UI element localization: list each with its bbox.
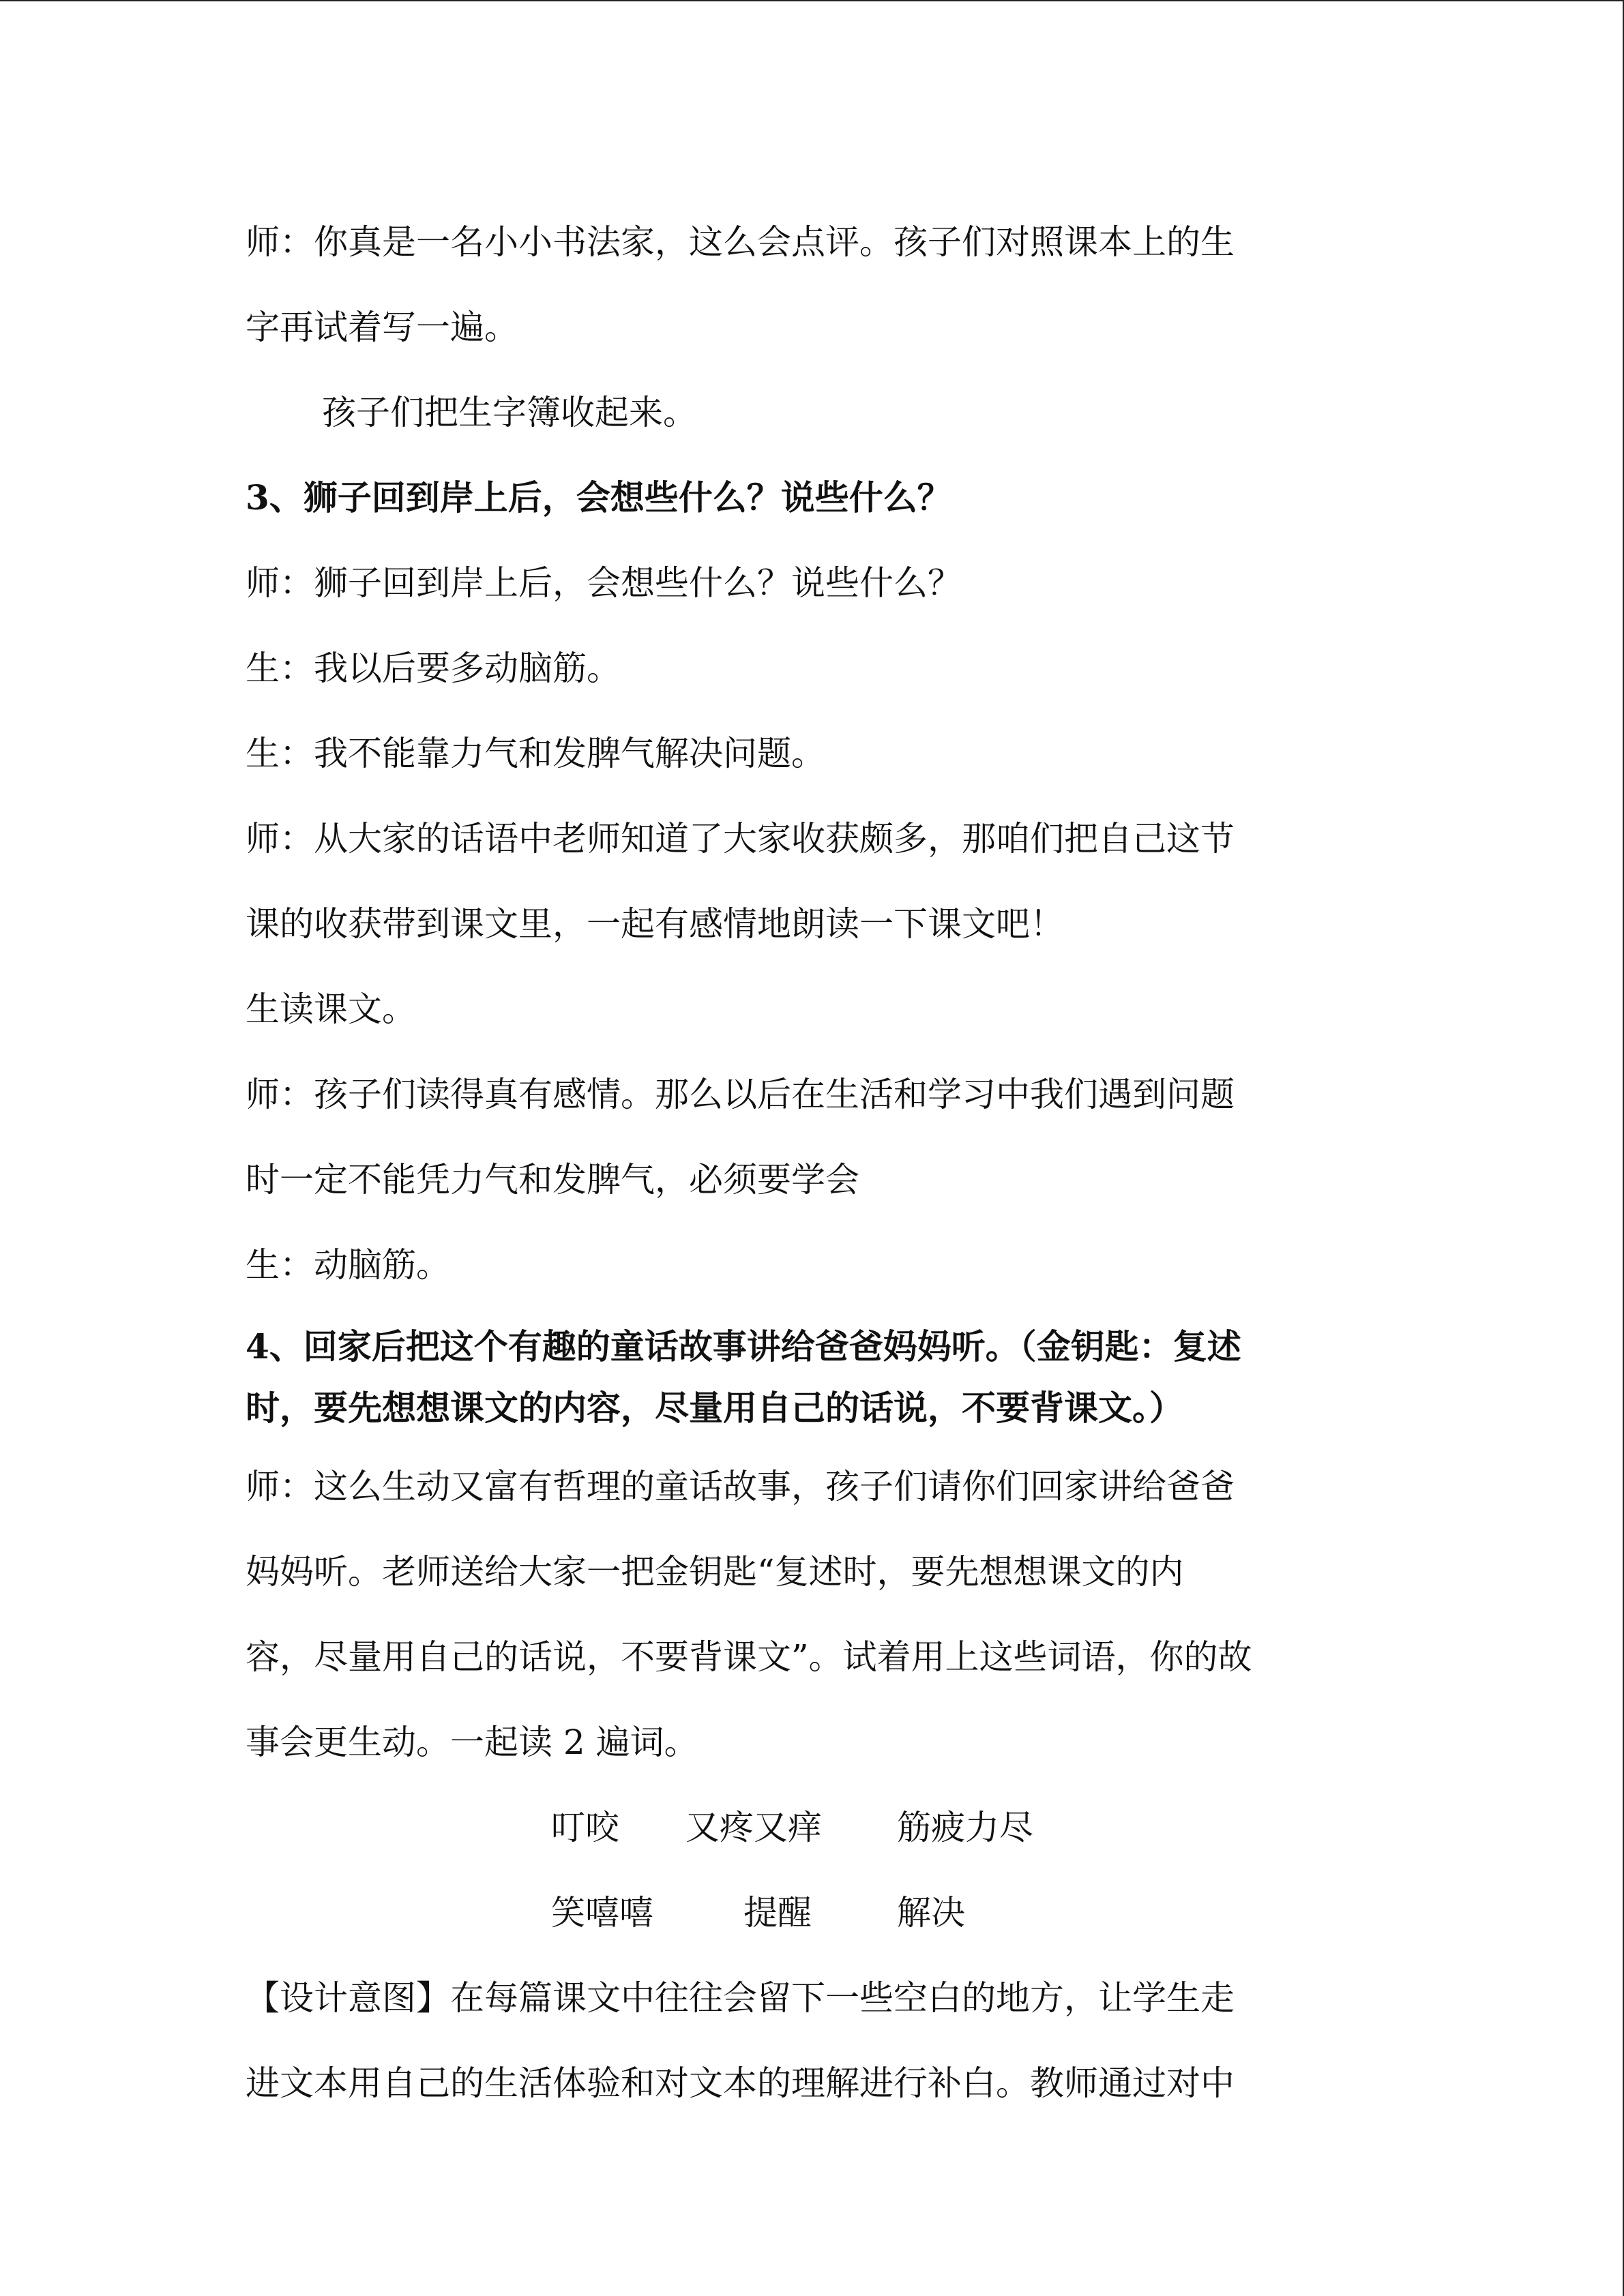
section-heading: 3、狮子回到岸上后，会想些什么？说些什么？ <box>246 477 951 518</box>
paragraph-line: 生：动脑筋。 <box>246 1245 450 1285</box>
vocabulary-word: 提醒 <box>743 1893 812 1933</box>
section-heading: 时，要先想想课文的内容，尽量用自己的话说，不要背课文。） <box>246 1388 1183 1428</box>
paragraph-line: 师：你真是一名小小书法家，这么会点评。孩子们对照课本上的生 <box>246 222 1235 262</box>
paragraph-line: 妈妈听。老师送给大家一把金钥匙“复述时，要先想想课文的内 <box>246 1552 1184 1592</box>
paragraph-line: 师：这么生动又富有哲理的童话故事，孩子们请你们回家讲给爸爸 <box>246 1467 1235 1506</box>
paragraph-line: 生：我不能靠力气和发脾气解决问题。 <box>246 734 825 773</box>
vocabulary-word: 解决 <box>897 1893 965 1933</box>
paragraph-line: 师：孩子们读得真有感情。那么以后在生活和学习中我们遇到问题 <box>246 1075 1235 1114</box>
paragraph-line: 时一定不能凭力气和发脾气，必须要学会 <box>246 1160 859 1199</box>
vocabulary-word: 笑嘻嘻 <box>551 1893 653 1933</box>
vocabulary-word: 筋疲力尽 <box>897 1808 1033 1847</box>
paragraph-line: 孩子们把生字簿收起来。 <box>322 393 697 432</box>
paragraph-line: 师：狮子回到岸上后，会想些什么？说些什么？ <box>246 563 962 603</box>
paragraph-line: 容，尽量用自己的话说，不要背课文”。试着用上这些词语，你的故 <box>246 1637 1252 1677</box>
design-intent-line: 进文本用自己的生活体验和对文本的理解进行补白。教师通过对中 <box>246 2063 1235 2103</box>
paragraph-line: 事会更生动。一起读 2 遍词。 <box>246 1723 698 1762</box>
design-intent-line: 【设计意图】在每篇课文中往往会留下一些空白的地方，让学生走 <box>246 1978 1235 2018</box>
paragraph-line: 字再试着写一遍。 <box>246 308 518 347</box>
vocabulary-word: 又疼又痒 <box>685 1808 822 1847</box>
paragraph-line: 生：我以后要多动脑筋。 <box>246 648 621 688</box>
vocabulary-word: 叮咬 <box>551 1808 619 1847</box>
section-heading: 4、回家后把这个有趣的童话故事讲给爸爸妈妈听。（金钥匙：复述 <box>246 1326 1241 1367</box>
paragraph-line: 课的收获带到课文里，一起有感情地朗读一下课文吧！ <box>246 904 1064 944</box>
paragraph-line: 生读课文。 <box>246 989 416 1029</box>
paragraph-line: 师：从大家的话语中老师知道了大家收获颇多，那咱们把自己这节 <box>246 819 1235 859</box>
